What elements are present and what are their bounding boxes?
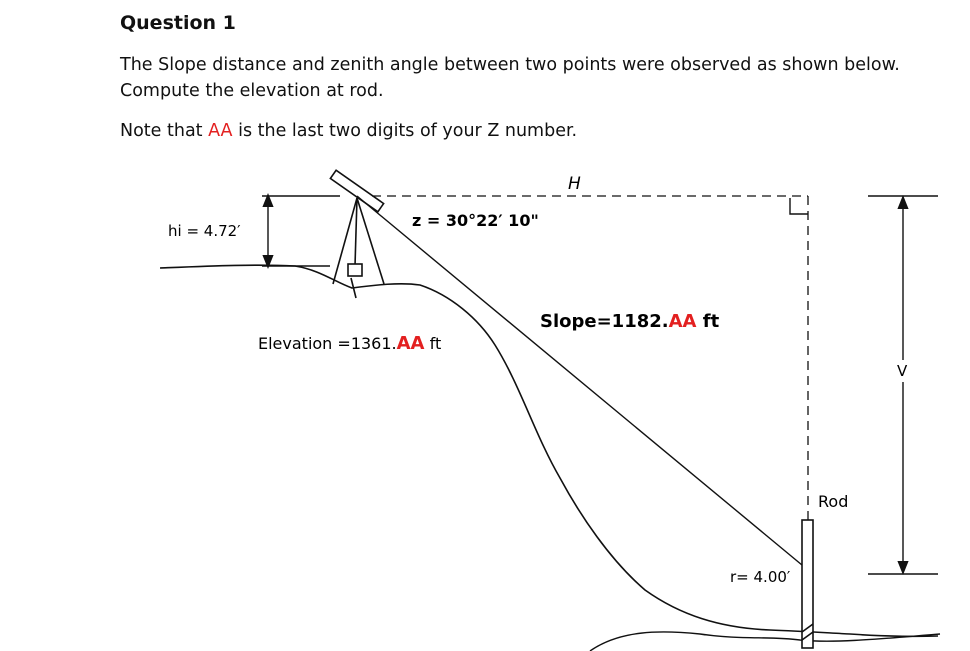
instrument-icon [330, 170, 384, 298]
question-text: The Slope distance and zenith angle between two points were observed as shown below. Compute the elevation at rod. [120, 55, 900, 101]
zenith-label: z = 30°22′ 10" [412, 211, 539, 230]
h-label: H [568, 174, 581, 194]
note-after: is the last two digits of your Z number. [232, 121, 578, 141]
v-dimension [868, 196, 938, 574]
slope-line [357, 196, 808, 570]
note-highlight: AA [208, 121, 233, 141]
r-label: r= 4.00′ [730, 568, 791, 586]
hi-label: hi = 4.72′ [168, 222, 241, 240]
note-before: Note that [120, 121, 209, 141]
v-label: V [897, 362, 908, 380]
rod-icon [802, 520, 813, 648]
rod-label: Rod [818, 492, 849, 511]
question-title: Question 1 [120, 12, 236, 34]
ground-bottom [590, 632, 940, 651]
slope-label: Slope=1182.AA ft [540, 311, 720, 332]
elevation-label: Elevation =1361.AA ft [258, 333, 442, 354]
hi-dimension [262, 196, 340, 266]
right-angle-mark [790, 198, 808, 214]
